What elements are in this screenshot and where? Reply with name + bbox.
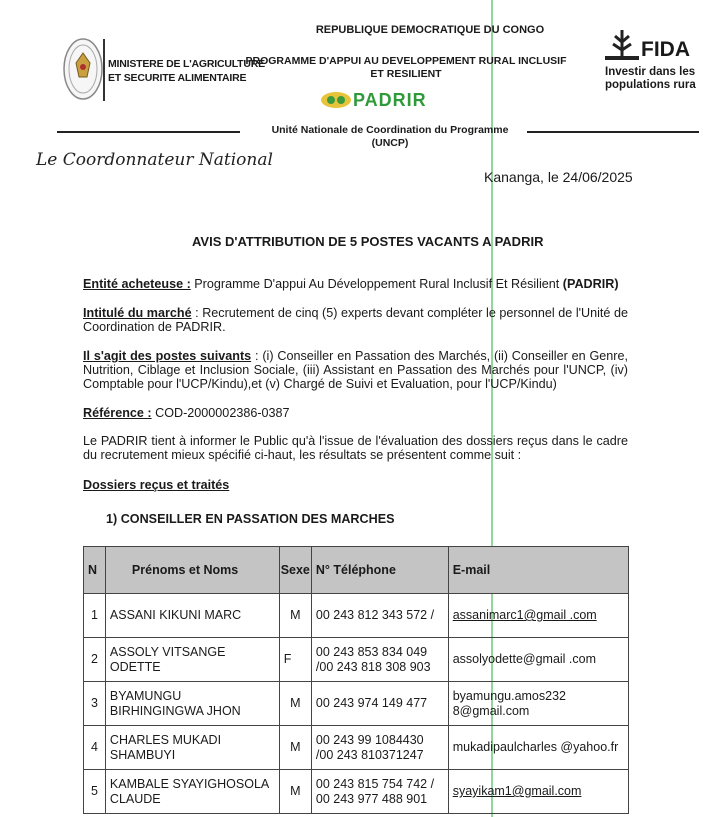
reference-text: COD-2000002386-0387 — [155, 406, 290, 420]
fida-logo-text: FIDA — [641, 38, 690, 61]
programme-line-1: PROGRAMME D'APPUI AU DEVELOPPEMENT RURAL INCLUSIF — [245, 55, 567, 67]
row-name: BYAMUNGU BIRHINGINGWA JHON — [105, 682, 279, 726]
row-sex: M — [279, 594, 311, 638]
row-phone: 00 243 812 343 572 / — [311, 594, 448, 638]
row-email[interactable] — [448, 638, 628, 682]
unit-line-2: (UNCP) — [371, 137, 409, 149]
row-email[interactable] — [448, 594, 628, 638]
left-rule — [57, 131, 240, 133]
row-email[interactable] — [448, 726, 628, 770]
table-row — [84, 682, 629, 726]
row-number: 1 — [84, 594, 106, 638]
reference-paragraph — [83, 406, 628, 420]
row-email-link[interactable]: byamungu.amos232 8@gmail.com — [452, 688, 566, 718]
table-row — [84, 770, 629, 814]
row-number: 2 — [84, 638, 106, 682]
row-sex: M — [279, 682, 311, 726]
row-number: 4 — [84, 726, 106, 770]
market-paragraph — [83, 306, 628, 334]
header-phone: N° Téléphone — [311, 547, 448, 594]
fida-logo — [605, 26, 711, 96]
section-title: Dossiers reçus et traités — [83, 478, 230, 492]
header-name: Prénoms et Noms — [105, 547, 279, 594]
table-row — [84, 726, 629, 770]
intro-paragraph: Le PADRIR tient à informer le Public qu'à l'issue de l'évaluation des dossiers reçus dans le cadre du recrutement mieux spécifié ci-haut, les résultats se présentent comme suit : — [83, 434, 628, 462]
row-email[interactable] — [448, 682, 628, 726]
row-name: ASSOLY VITSANGE ODETTE — [105, 638, 279, 682]
posts-paragraph — [83, 349, 628, 391]
row-sex: F — [279, 638, 311, 682]
row-name: CHARLES MUKADI SHAMBUYI — [105, 726, 279, 770]
entity-paragraph — [83, 277, 628, 291]
notice-title: AVIS D'ATTRIBUTION DE 5 POSTES VACANTS A PADRIR — [192, 234, 544, 249]
header-email: E-mail — [448, 547, 628, 594]
header-n: N — [84, 547, 106, 594]
row-sex: M — [279, 726, 311, 770]
row-number: 5 — [84, 770, 106, 814]
row-phone: 00 243 99 1084430 /00 243 810371247 — [311, 726, 448, 770]
market-text: : Recrutement de cinq (5) experts devant compléter le personnel de l'Unité de Coordination de PADRIR. — [83, 306, 628, 334]
coordinator-signature: Le Coordonnateur National — [36, 150, 273, 170]
padrir-logo-text: PADRIR — [353, 90, 427, 110]
padrir-emblem-icon — [320, 90, 352, 110]
programme-title — [236, 55, 576, 81]
row-name: KAMBALE SYAYIGHOSOLA CLAUDE — [105, 770, 279, 814]
entity-label: Entité acheteuse : — [83, 277, 191, 291]
table-header-row — [84, 547, 629, 594]
ministry-line-1: MINISTERE DE L'AGRICULTURE — [108, 58, 265, 70]
fida-wheat-icon — [605, 28, 639, 62]
programme-line-2: ET RESILIENT — [370, 68, 442, 80]
right-rule — [527, 131, 699, 133]
row-email[interactable] — [448, 770, 628, 814]
ministry-divider — [103, 39, 105, 101]
header-sex: Sexe — [279, 547, 311, 594]
candidates-table — [83, 546, 629, 814]
unit-line-1: Unité Nationale de Coordination du Programme — [271, 124, 509, 136]
row-sex: M — [279, 770, 311, 814]
entity-text: Programme D'appui Au Développement Rural Inclusif Et Résilient — [194, 277, 560, 291]
table-row — [84, 638, 629, 682]
posts-text: : (i) Conseiller en Passation des Marchés, (ii) Conseiller en Genre, Nutrition, Ciblage et Inclusion Sociale, (iii) Assistant en Passation des Marchés pour l'UNCP, (iv) Comptable pour l'UCP/Kindu),et (v) Chargé de Suivi et Evaluation, pour l'UCP/Kindu) — [83, 349, 628, 391]
row-name: ASSANI KIKUNI MARC — [105, 594, 279, 638]
row-email-link[interactable]: mukadipaulcharles @yahoo.fr — [452, 740, 619, 754]
row-phone: 00 243 815 754 742 / 00 243 977 488 901 — [311, 770, 448, 814]
ministry-seal-icon — [62, 37, 104, 101]
fida-tagline — [605, 66, 696, 92]
subsection-title: 1) CONSEILLER EN PASSATION DES MARCHES — [106, 512, 395, 526]
fida-tagline-1: Investir dans les — [605, 66, 696, 78]
ministry-line-2: ET SECURITE ALIMENTAIRE — [108, 72, 247, 84]
fida-tagline-2: populations rura — [605, 79, 696, 91]
republic-title: REPUBLIQUE DEMOCRATIQUE DU CONGO — [315, 24, 545, 36]
row-number: 3 — [84, 682, 106, 726]
unit-title — [250, 124, 530, 150]
place-date: Kananga, le 24/06/2025 — [484, 169, 633, 185]
row-email-link[interactable]: assolyodette@gmail .com — [452, 652, 597, 666]
row-phone: 00 243 853 834 049 /00 243 818 308 903 — [311, 638, 448, 682]
entity-acronym: (PADRIR) — [562, 277, 619, 291]
row-phone: 00 243 974 149 477 — [311, 682, 448, 726]
table-row — [84, 594, 629, 638]
posts-label: Il s'agit des postes suivants — [83, 349, 252, 363]
row-email-link[interactable]: syayikam1@gmail.com — [452, 784, 582, 798]
reference-label: Référence : — [83, 406, 152, 420]
market-label: Intitulé du marché — [83, 306, 192, 320]
row-email-link[interactable]: assanimarc1@gmail .com — [452, 608, 597, 622]
